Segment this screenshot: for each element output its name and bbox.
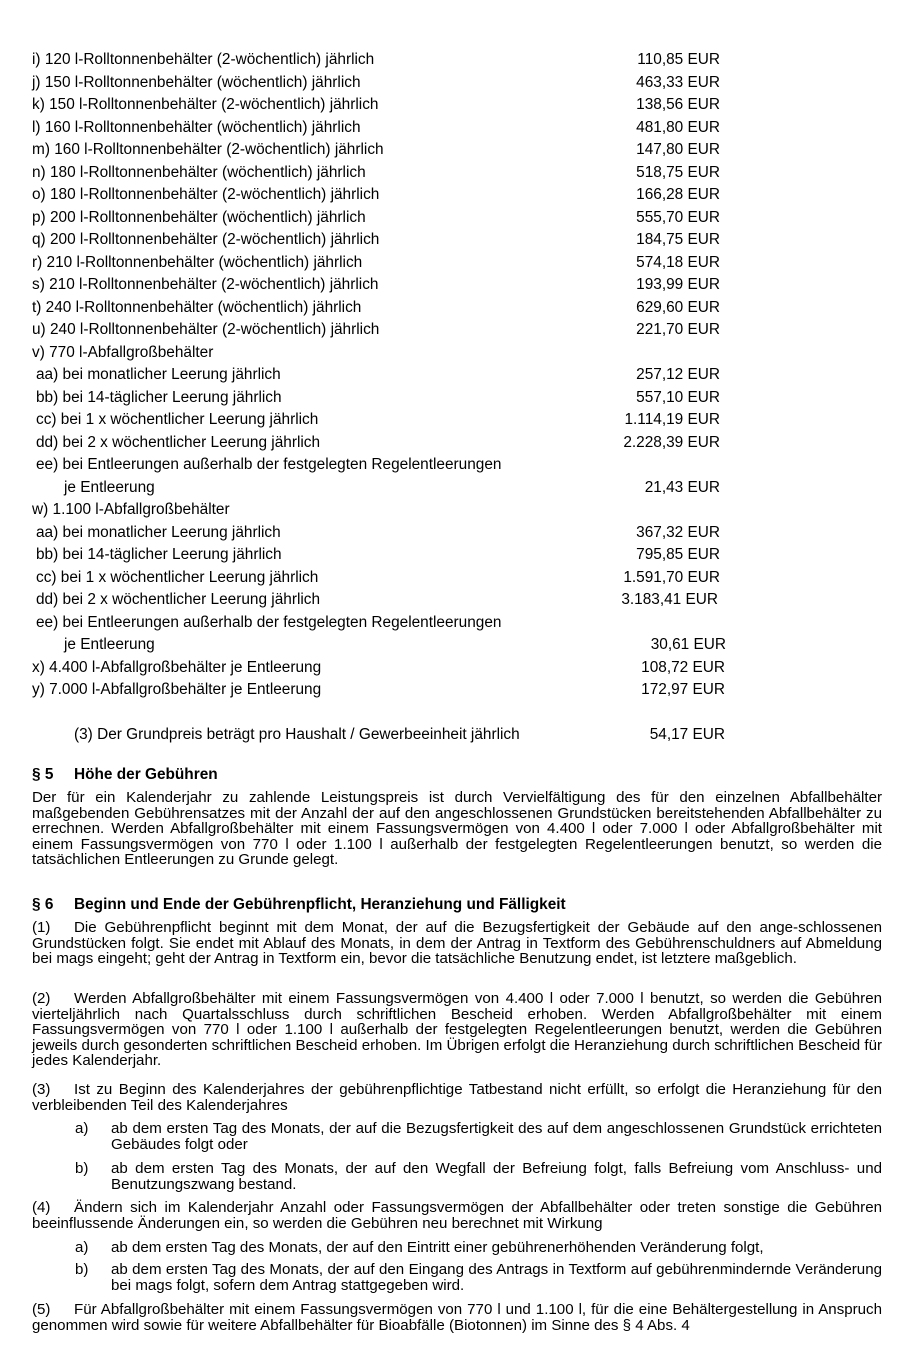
paragraph-1 (32, 920, 882, 967)
paragraph-number: (1) (32, 919, 51, 936)
fee-row (32, 702, 732, 724)
fee-label: q) 200 l-Rolltonnenbehälter (2-wöchentlich) jährlich (32, 231, 380, 248)
paragraph-number: (2) (32, 990, 51, 1007)
fee-label: r) 210 l-Rolltonnenbehälter (wöchentlich) jährlich (32, 253, 363, 271)
paragraph-text: Für Abfallgroßbehälter mit einem Fassungsvermögen von 770 l und 1.100 l, für die eine Behältergestellung in Anspruch genommen wird sowie für weitere Abfallbehälter für Bioabfälle (Biotonnen) im Sinne des § 4 Abs. 4 (32, 1301, 882, 1334)
fee-label: aa) bei monatlicher Leerung jährlich (36, 523, 281, 541)
fee-value: 1.591,70 EUR (623, 568, 720, 586)
list-marker: b) (75, 1261, 89, 1278)
fee-value: 110,85 EUR (637, 51, 720, 68)
fee-label: s) 210 l-Rolltonnenbehälter (2-wöchentlich) jährlich (32, 276, 379, 293)
list-text: ab dem ersten Tag des Monats, der auf den Eintritt einer gebührenerhöhenden Veränderung folgt, (111, 1239, 764, 1256)
paragraph-number: (3) (32, 1081, 51, 1098)
fee-label: bb) bei 14-täglicher Leerung jährlich (36, 546, 282, 563)
paragraph-3 (32, 1082, 882, 1113)
fee-row (32, 567, 732, 590)
fee-row (32, 229, 732, 252)
fee-value: 367,32 EUR (636, 523, 720, 541)
list-text: ab dem ersten Tag des Monats, der auf den Eingang des Antrags in Textform auf gebührenmindernde Veränderung bei mags folgt, sofern dem Antrag stattgegeben wird. (111, 1261, 882, 1294)
list-text: ab dem ersten Tag des Monats, der auf die Bezugsfertigkeit des auf dem angeschlossenen Grundstück errichteten Gebäudes folgt oder (111, 1120, 882, 1153)
fee-value: 193,99 EUR (636, 276, 720, 293)
fee-row (32, 274, 732, 297)
fee-row (32, 139, 732, 162)
fee-row (32, 679, 732, 702)
fee-row (32, 117, 732, 140)
fee-value: 629,60 EUR (636, 298, 720, 316)
fee-label: v) 770 l-Abfallgroßbehälter (32, 343, 214, 361)
list-item-4a (75, 1240, 882, 1256)
fee-label: dd) bei 2 x wöchentlicher Leerung jährlich (36, 591, 321, 608)
fee-label: x) 4.400 l-Abfallgroßbehälter je Entleerung (32, 658, 322, 676)
fee-label: u) 240 l-Rolltonnenbehälter (2-wöchentlich) jährlich (32, 321, 380, 338)
fee-row (32, 72, 732, 95)
section-title: Beginn und Ende der Gebührenpflicht, Heranziehung und Fälligkeit (74, 896, 566, 913)
paragraph-text: Werden Abfallgroßbehälter mit einem Fassungsvermögen von 4.400 l oder 7.000 l benutzt, so werden die Gebühren vierteljährlich nach Quartalsschluss durch schriftlichen Bescheid erhoben. Werden Abfallgroßbehälter mit einem Fassungsvermögen von 770 l oder 1.100 l außerhalb der festgelegten Regelentleerungen benutzt, werden die Gebühren jeweils durch gesonderten schriftlichen Bescheid erhoben. Im Übrigen erfolgt die Heranziehung durch schriftlichen Bescheid für jedes Kalenderjahr. (32, 990, 882, 1069)
fee-label: w) 1.100 l-Abfallgroßbehälter (32, 501, 230, 518)
fee-label: je Entleerung (64, 478, 155, 496)
section-5-text: Der für ein Kalenderjahr zu zahlende Leistungspreis ist durch Vervielfältigung des für den einzelnen Abfallbehälter maßgebenden Gebührensatzes mit der Anzahl der auf den angeschlossenen Grundstücken bereitstehenden Abfallbehälter zu errechnen. Werden Abfallgroßbehälter mit einem Fassungsvermögen von 4.400 l oder 7.000 l oder Abfallgroßbehälter mit einem Fassungsvermögen von 770 l oder 1.100 l außerhalb der festgelegten Regelentleerungen benutzt, so werden die tatsächlichen Entleerungen zu Grunde gelegt. (32, 789, 882, 868)
fee-label: k) 150 l-Rolltonnenbehälter (2-wöchentlich) jährlich (32, 96, 379, 113)
section-number: § 6 (32, 896, 54, 913)
fee-row (32, 522, 732, 545)
fee-row (32, 409, 732, 432)
fee-value: 147,80 EUR (636, 141, 720, 158)
fee-value: 481,80 EUR (636, 118, 720, 136)
fee-value: 518,75 EUR (636, 163, 720, 181)
fee-row (32, 94, 732, 117)
fee-row (32, 657, 732, 680)
section-5-heading (32, 766, 218, 784)
fee-label: p) 200 l-Rolltonnenbehälter (wöchentlich) jährlich (32, 208, 366, 226)
fee-value: 221,70 EUR (636, 321, 720, 338)
fee-row (32, 387, 732, 410)
fee-label: n) 180 l-Rolltonnenbehälter (wöchentlich) jährlich (32, 163, 366, 181)
fee-value: 463,33 EUR (636, 73, 720, 91)
fee-label: t) 240 l-Rolltonnenbehälter (wöchentlich) jährlich (32, 298, 362, 316)
fee-row (32, 297, 732, 320)
fee-value: 166,28 EUR (636, 186, 720, 203)
fee-label: l) 160 l-Rolltonnenbehälter (wöchentlich) jährlich (32, 118, 361, 136)
paragraph-2 (32, 991, 882, 1069)
fee-label: i) 120 l-Rolltonnenbehälter (2-wöchentlich) jährlich (32, 51, 375, 68)
list-item-3b (75, 1161, 882, 1192)
paragraph-5 (32, 1302, 882, 1333)
fee-row (32, 207, 732, 230)
fee-value: 184,75 EUR (636, 231, 720, 248)
paragraph-number: (4) (32, 1199, 51, 1216)
list-text: ab dem ersten Tag des Monats, der auf den Wegfall der Befreiung folgt, falls Befreiung vom Anschluss- und Benutzungszwang bestand. (111, 1160, 882, 1193)
fee-label: ee) bei Entleerungen außerhalb der festgelegten Regelentleerungen (36, 456, 502, 473)
fee-label: aa) bei monatlicher Leerung jährlich (36, 366, 281, 383)
fee-row (32, 432, 732, 455)
paragraph-text: Ist zu Beginn des Kalenderjahres der gebührenpflichtige Tatbestand nicht erfüllt, so erfolgt die Heranziehung für den verbleibenden Teil des Kalenderjahres (32, 1081, 882, 1114)
fee-value: 21,43 EUR (644, 478, 720, 496)
fee-value: 138,56 EUR (636, 96, 720, 113)
paragraph-text: Ändern sich im Kalenderjahr Anzahl oder Fassungsvermögen der Abfallbehälter oder treten sonstige die Gebühren beeinflussende Änderungen ein, so werden die Gebühren neu berechnet mit Wirkung (32, 1199, 882, 1232)
paragraph-text: Die Gebührenpflicht beginnt mit dem Monat, der auf die Bezugsfertigkeit der Gebäude auf den ange-schlossenen Grundstücken folgt. Sie endet mit Ablauf des Monats, in dem der Antrag in Textform des Gebührenschuldners auf Abmeldung bei mags eingeht; geht der Antrag in Textform ein, bevor die tatsächliche Benutzung endet, ist letztere maßgeblich. (32, 919, 882, 967)
fee-row (32, 544, 732, 567)
fee-row (32, 184, 732, 207)
fee-label: o) 180 l-Rolltonnenbehälter (2-wöchentlich) jährlich (32, 186, 380, 203)
section-number: § 5 (32, 766, 54, 783)
fee-row (32, 252, 732, 275)
fee-value: 54,17 EUR (649, 725, 725, 743)
fee-value: 1.114,19 EUR (624, 411, 720, 428)
fee-row (32, 49, 732, 72)
fee-row (32, 499, 732, 522)
fee-value: 172,97 EUR (641, 681, 725, 698)
fee-value: 257,12 EUR (636, 366, 720, 383)
section-title: Höhe der Gebühren (74, 766, 218, 783)
list-item-3a (75, 1121, 882, 1152)
fee-value: 795,85 EUR (636, 546, 720, 563)
fee-label: m) 160 l-Rolltonnenbehälter (2-wöchentlich) jährlich (32, 141, 384, 158)
fee-value: 555,70 EUR (636, 208, 720, 226)
fee-label: bb) bei 14-täglicher Leerung jährlich (36, 388, 282, 406)
fee-value: 574,18 EUR (636, 253, 720, 271)
fee-row (32, 364, 732, 387)
fee-label: cc) bei 1 x wöchentlicher Leerung jährlich (36, 411, 319, 428)
list-item-4b (75, 1262, 882, 1293)
paragraph-4 (32, 1200, 882, 1231)
fee-row (32, 342, 732, 365)
fee-label: je Entleerung (64, 636, 155, 653)
fee-label: cc) bei 1 x wöchentlicher Leerung jährlich (36, 568, 319, 586)
list-marker: b) (75, 1160, 89, 1177)
fee-row (32, 612, 732, 635)
fee-label: y) 7.000 l-Abfallgroßbehälter je Entleerung (32, 681, 322, 698)
fee-row (32, 319, 732, 342)
list-marker: a) (75, 1239, 89, 1256)
fee-value: 2.228,39 EUR (623, 433, 720, 451)
fee-row (32, 454, 732, 477)
fee-table (32, 49, 732, 746)
fee-value: 557,10 EUR (636, 388, 720, 406)
fee-row (32, 589, 732, 612)
fee-value: 3.183,41 EUR (621, 591, 718, 608)
section-6-heading (32, 896, 566, 914)
fee-row (32, 162, 732, 185)
fee-label: j) 150 l-Rolltonnenbehälter (wöchentlich) jährlich (32, 73, 361, 91)
fee-row (32, 634, 732, 657)
fee-row (32, 477, 732, 500)
fee-label: dd) bei 2 x wöchentlicher Leerung jährlich (36, 433, 321, 451)
fee-value: 108,72 EUR (641, 658, 725, 676)
fee-label: ee) bei Entleerungen außerhalb der festgelegten Regelentleerungen (36, 613, 502, 631)
fee-row (32, 724, 732, 747)
paragraph-number: (5) (32, 1301, 51, 1318)
fee-value: 30,61 EUR (650, 636, 726, 653)
fee-label: (3) Der Grundpreis beträgt pro Haushalt / Gewerbeeinheit jährlich (74, 725, 520, 743)
list-marker: a) (75, 1120, 89, 1137)
